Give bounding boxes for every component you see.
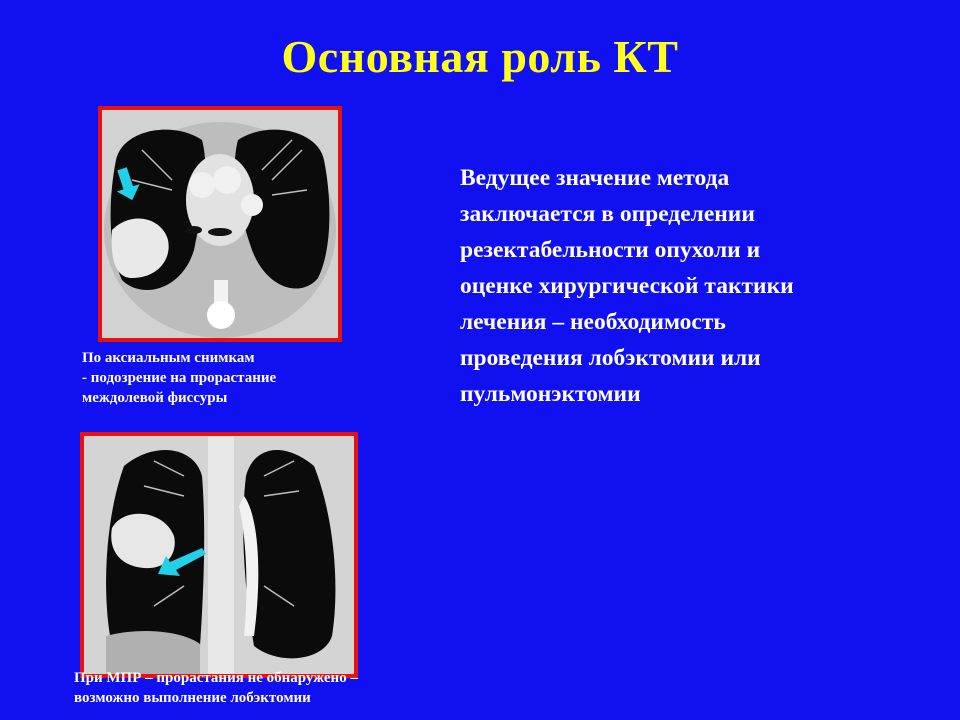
coronal-caption bbox=[74, 668, 514, 708]
arrow-down-icon bbox=[114, 166, 140, 202]
axial-caption-line-3: междолевой фиссуры bbox=[82, 390, 228, 406]
coronal-caption-line-2: возможно выполнение лобэктомии bbox=[74, 690, 311, 706]
axial-caption bbox=[82, 348, 382, 408]
main-text-line-7: пульмонэктомии bbox=[460, 381, 641, 407]
slide-title: Основная роль КТ bbox=[281, 31, 679, 82]
main-text-line-3: резектабельности опухоли и bbox=[460, 237, 761, 263]
axial-caption-line-2: - подозрение на прорастание bbox=[82, 370, 277, 386]
coronal-caption-line-1: При МПР – прорастания не обнаружено – bbox=[74, 670, 358, 686]
main-text-line-6: проведения лобэктомии или bbox=[460, 345, 761, 371]
main-text-line-5: лечения – необходимость bbox=[460, 309, 726, 335]
arrow-down-left-icon bbox=[154, 544, 206, 578]
axial-ct-image bbox=[98, 106, 342, 342]
main-text-line-4: оценке хирургической тактики bbox=[460, 273, 794, 299]
coronal-ct-image bbox=[80, 432, 358, 678]
main-text-line-1: Ведущее значение метода bbox=[460, 165, 730, 191]
main-text-block bbox=[460, 160, 930, 412]
axial-caption-line-1: По аксиальным снимкам bbox=[82, 350, 255, 366]
main-text-line-2: заключается в определении bbox=[460, 201, 755, 227]
